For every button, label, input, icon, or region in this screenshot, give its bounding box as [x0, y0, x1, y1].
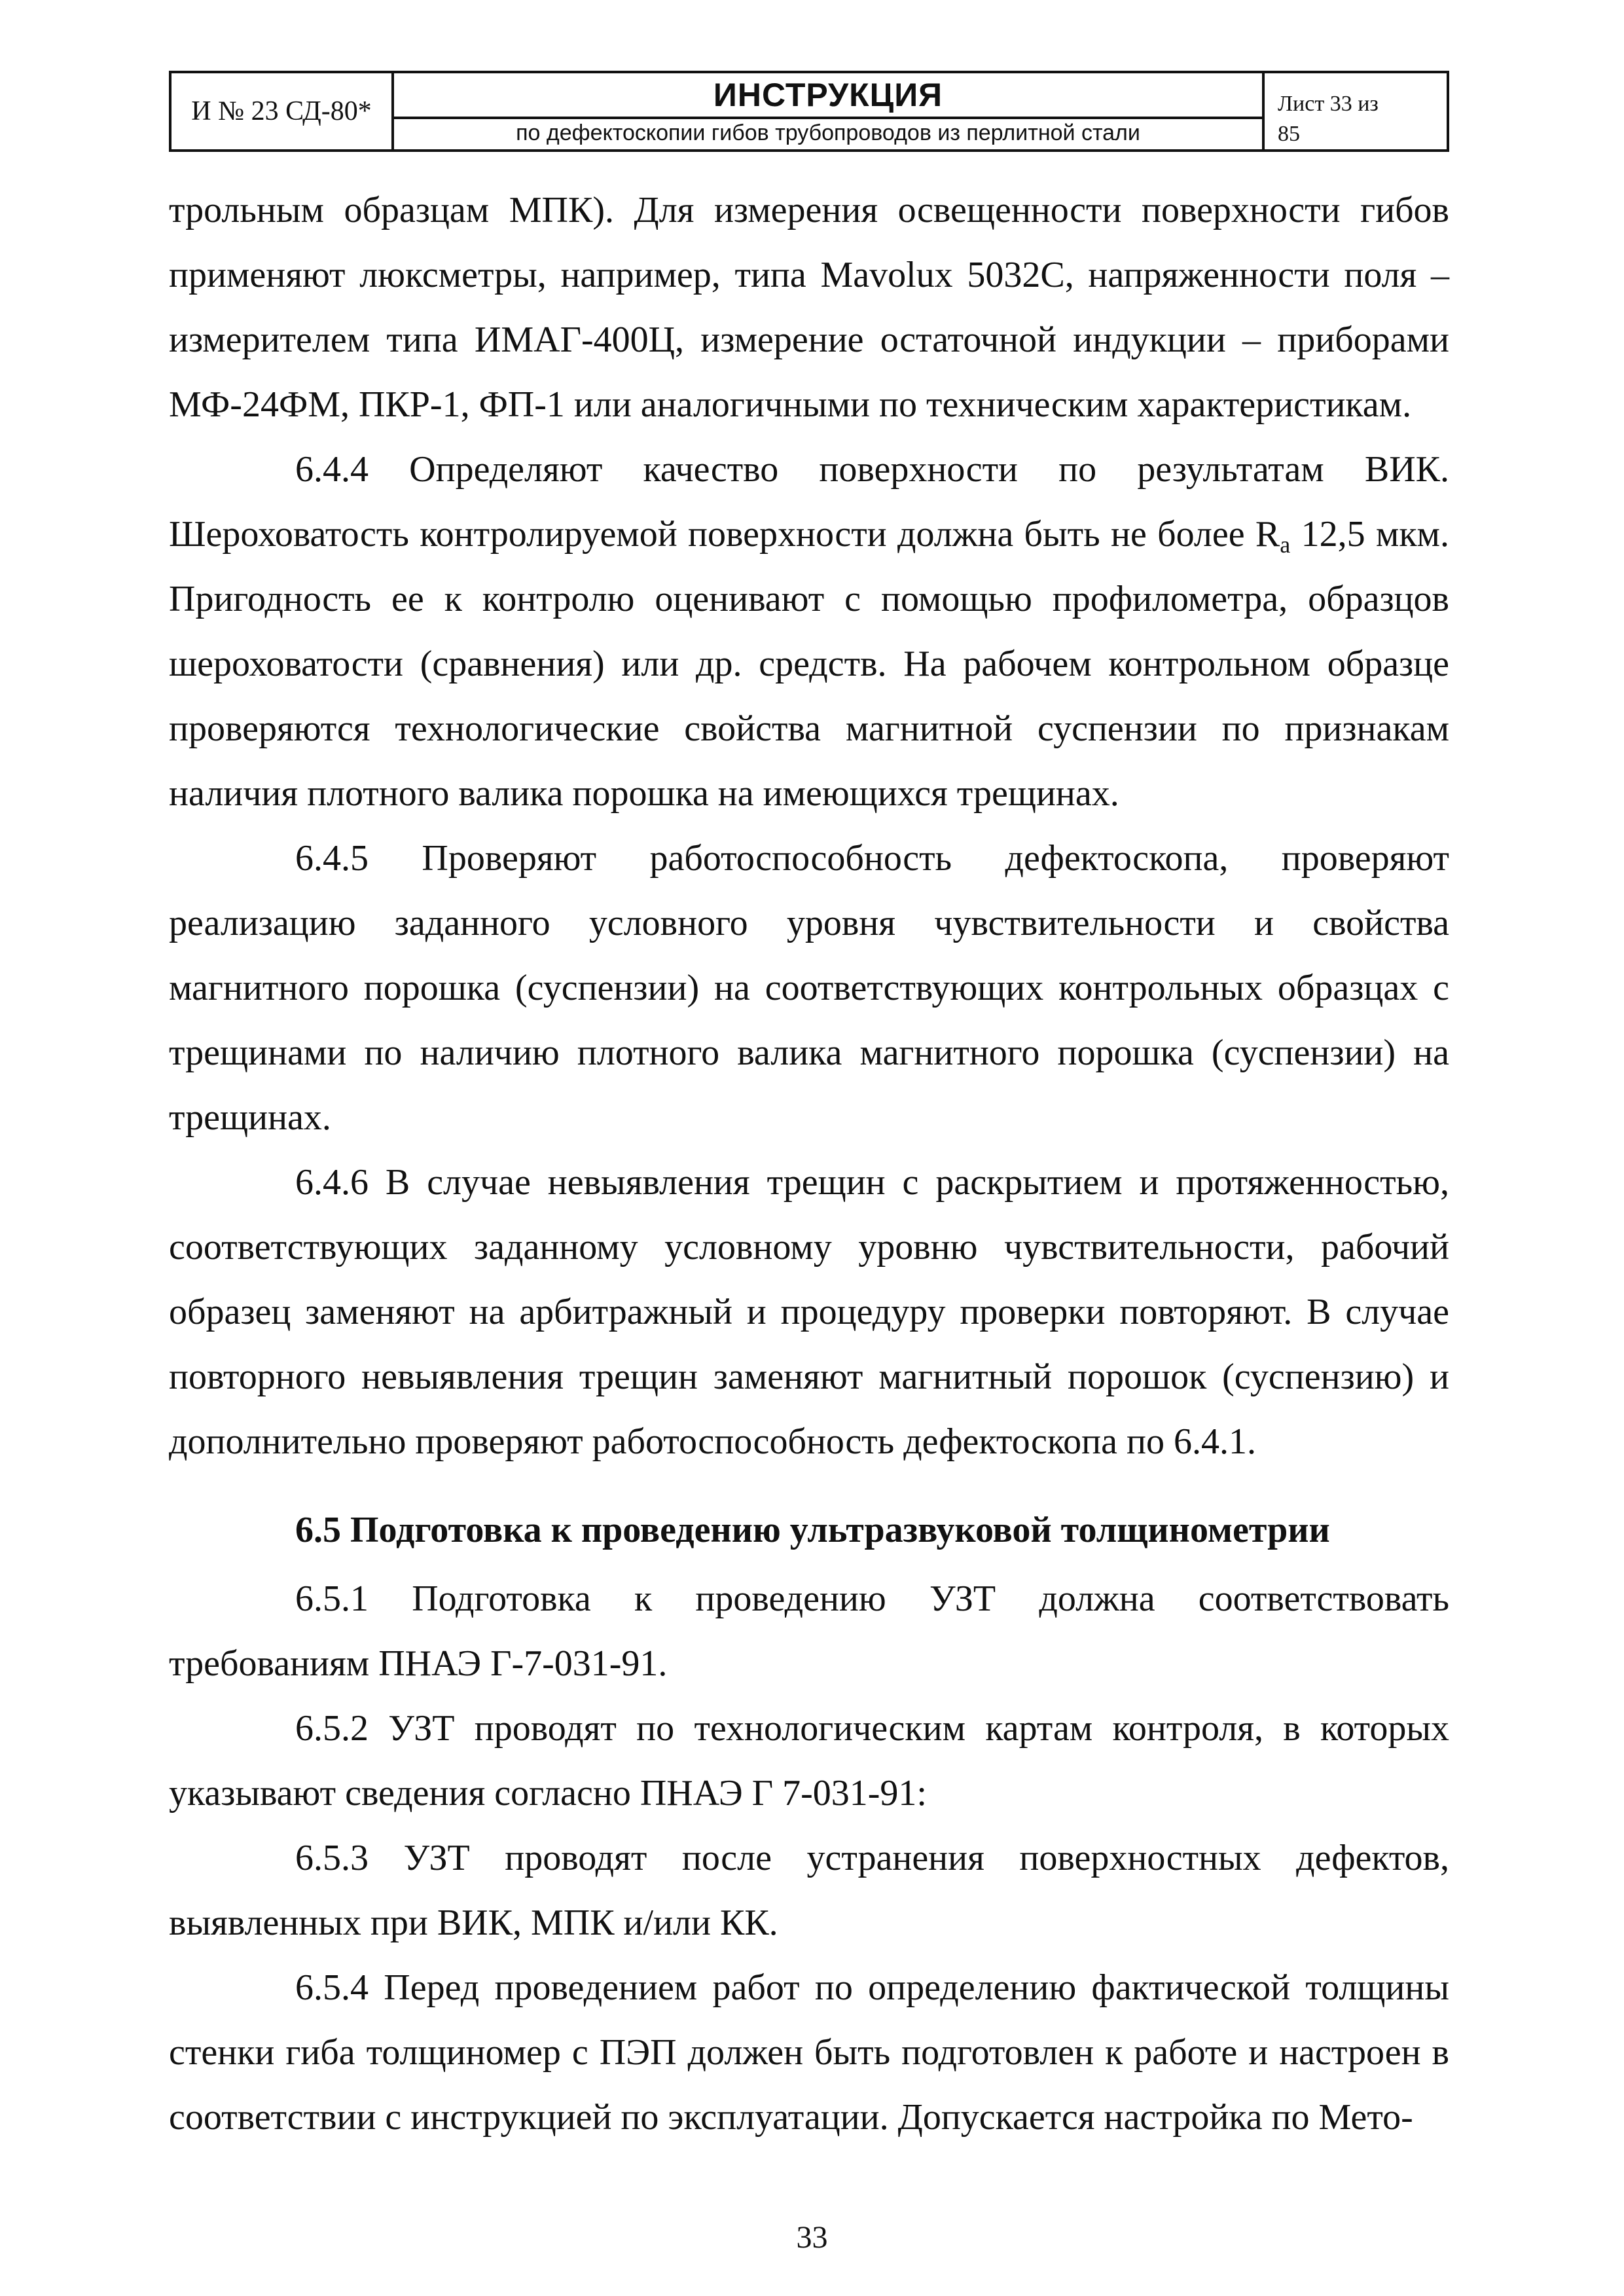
document-id: И № 23 СД-80*: [171, 73, 394, 149]
paragraph-6-5-4: 6.5.4 Перед проведением работ по определению фактической толщины стенки гиба толщиномер с ПЭП должен быть подготовлен к работе и настроен в соответствии с инструкцией по эксплуатации. Допускается настройка по Мето-: [169, 1967, 1449, 2138]
roughness-subscript: a: [1280, 532, 1291, 558]
paragraph-6-4-4: [169, 437, 1449, 826]
header-title-block: [394, 73, 1265, 149]
paragraph-continuation: трольным образцам МПК). Для измерения освещенности поверхности гибов применяют люксметры, например, типа Mavolux 5032С, напряженности поля – измерителем типа ИМАГ-400Ц, измерение остаточной индукции – приборами МФ-24ФМ, ПКР-1, ФП-1 или аналогичными по техническим характеристикам.: [169, 190, 1449, 425]
document-title: ИНСТРУКЦИЯ: [394, 73, 1262, 119]
paragraph-6-5-2: 6.5.2 УЗТ проводят по технологическим картам контроля, в которых указывают сведения согласно ПНАЭ Г 7-031-91:: [169, 1708, 1449, 1813]
document-subtitle: по дефектоскопии гибов трубопроводов из перлитной стали: [516, 120, 1140, 145]
header-stamp: [169, 71, 1449, 152]
sheet-info: [1265, 73, 1447, 149]
sheet-total: 85: [1278, 122, 1300, 146]
paragraph-text: 6.4.4 Определяют качество поверхности по результатам ВИК. Шероховатость контролируемой поверхности должна быть не более R: [169, 449, 1449, 555]
paragraph-6-5-1: 6.5.1 Подготовка к проведению УЗТ должна соответствовать требованиям ПНАЭ Г-7-031-91.: [169, 1578, 1449, 1684]
document-body: [169, 178, 1449, 2150]
section-heading-6-5: 6.5 Подготовка к проведению ультразвуковой толщинометрии: [295, 1510, 1330, 1550]
page-number: 33: [796, 2220, 828, 2255]
paragraph-text: 12,5 мкм. Пригодность ее к контролю оценивают с помощью профилометра, образцов шероховатости (сравнения) или др. средств. На рабочем контрольном образце проверяются технологические свойства магнитной суспензии по признакам наличия плотного валика порошка на имеющихся трещинах.: [169, 514, 1449, 814]
sheet-label: Лист 33 из: [1278, 92, 1379, 116]
paragraph-6-4-5: 6.4.5 Проверяют работоспособность дефектоскопа, проверяют реализацию заданного условного уровня чувствительности и свойства магнитного порошка (суспензии) на соответствующих контрольных образцах с трещинами по наличию плотного валика магнитного порошка (суспензии) на трещинах.: [169, 838, 1449, 1138]
paragraph-6-5-3: 6.5.3 УЗТ проводят после устранения поверхностных дефектов, выявленных при ВИК, МПК и/или КК.: [169, 1838, 1449, 1943]
paragraph-6-4-6: 6.4.6 В случае невыявления трещин с раскрытием и протяженностью, соответствующих заданному условному уровню чувствительности, рабочий образец заменяют на арбитражный и процедуру проверки повторяют. В случае повторного невыявления трещин заменяют магнитный порошок (суспензию) и дополнительно проверяют работоспособность дефектоскопа по 6.4.1.: [169, 1162, 1449, 1462]
